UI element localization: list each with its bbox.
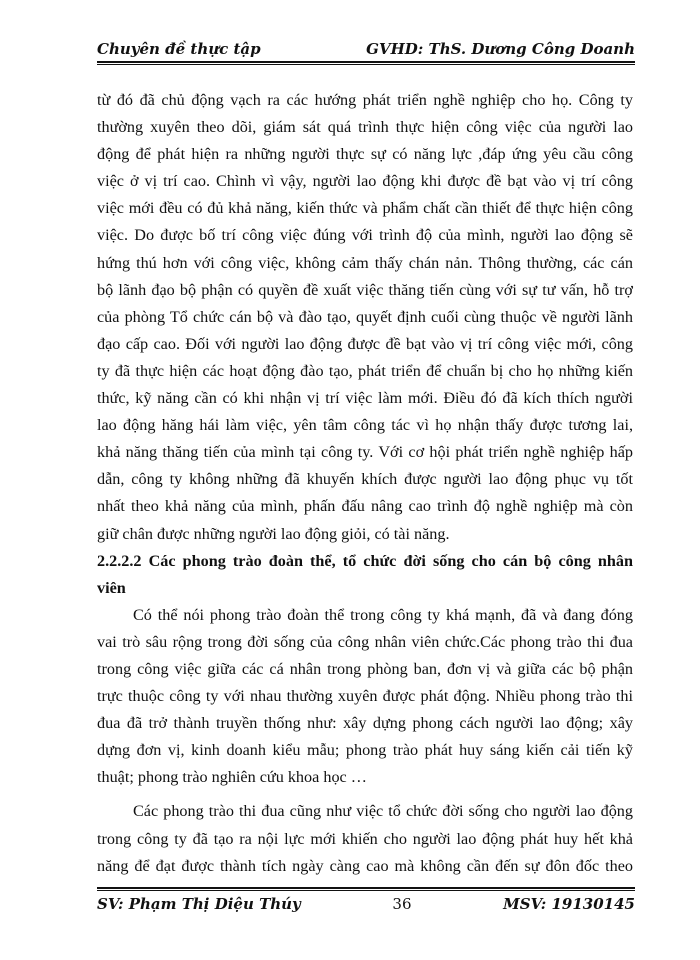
page-footer bbox=[97, 895, 635, 913]
text-line: từ đó đã chủ động vạch ra các hướng phát triển nghề nghiệp cho họ. Công ty bbox=[97, 91, 633, 109]
text-line: thuật; phong trào nghiên cứu khoa học … bbox=[97, 768, 367, 787]
section-heading bbox=[97, 548, 633, 602]
text-line: việc mới đều có đủ khả năng, kiến thức và phẩm chất cần thiết để thực hiện công bbox=[97, 199, 633, 218]
text-line: trong công việc giữa các cá nhân trong phòng ban, đơn vị và giữa các bộ phận bbox=[97, 659, 633, 678]
page-number: 36 bbox=[392, 895, 412, 913]
text-line: hứng thú hơn với công việc, không cảm thấy chán nản. Thông thường, các cán bbox=[97, 253, 633, 272]
text-line: Các phong trào thi đua cũng như việc tổ chức đời sống cho người lao động bbox=[133, 802, 633, 821]
header-rule bbox=[97, 61, 635, 65]
text-line: trực thuộc công ty với nhau thường xuyên được phát động. Nhiều phong trào thi bbox=[97, 687, 633, 706]
text-line: 2.2.2.2 Các phong trào đoàn thể, tổ chức đời sống cho cán bộ công nhân bbox=[97, 551, 633, 570]
text-line: việc ở vị trí cao. Chình vì vậy, người lao động khi được đề bạt vào vị trí công bbox=[97, 172, 633, 191]
document-body bbox=[97, 87, 633, 880]
text-line: thức, kỹ năng cần có khi nhận vị trí việc làm mới. Điều đó đã kích thích người bbox=[97, 389, 633, 408]
text-line: động để phát hiện ra những người thực sự có năng lực ,đáp ứng yêu cầu công bbox=[97, 145, 633, 164]
paragraph-2 bbox=[97, 602, 633, 792]
text-line: ty đã thực hiện các hoạt động đào tạo, phát triển để chuẩn bị cho họ những kiến bbox=[97, 361, 633, 380]
footer-student-id: MSV: 19130145 bbox=[503, 895, 635, 913]
text-line: bộ lãnh đạo bộ phận có quyền đề xuất việc thăng tiến cùng với sự tư vấn, hỗ trợ bbox=[97, 280, 633, 299]
text-line: đua đã trở thành truyền thống như: xây dựng phong cách người lao động; xây bbox=[97, 714, 633, 733]
text-line: đạo cấp cao. Đối với người lao động được đề bạt vào vị trí công việc mới, công bbox=[97, 334, 633, 353]
header-title: Chuyên đề thực tập bbox=[97, 40, 261, 58]
text-line: trong công ty đã tạo ra nội lực mới khiến cho người lao động phát huy hết khả bbox=[97, 829, 633, 848]
text-line: khả năng thăng tiến của mình tại công ty. Với cơ hội phát triển nghề nghiệp hấp bbox=[97, 443, 633, 462]
text-line: lao động hăng hái làm việc, yên tâm công tác vì họ nhận thấy được tương lai, bbox=[97, 416, 633, 435]
header-supervisor: GVHD: ThS. Dương Công Doanh bbox=[366, 40, 635, 58]
text-line: dựng đơn vị, kinh doanh kiểu mẫu; phong trào phát huy sáng kiến cải tiến kỹ bbox=[97, 741, 633, 760]
text-line: của phòng Tổ chức cán bộ và đào tạo, quyết định cuối cùng thuộc về người lãnh bbox=[97, 307, 633, 326]
text-line: vai trò sâu rộng trong đời sống của công nhân viên chức.Các phong trào thi đua bbox=[97, 632, 633, 651]
paragraph-3 bbox=[97, 798, 633, 879]
text-line: dẫn, công ty không những đã khuyến khích được người lao động phục vụ tốt bbox=[97, 470, 633, 489]
paragraph-1 bbox=[97, 87, 633, 548]
text-line: viên bbox=[97, 578, 126, 597]
text-line: nhất theo khả năng của mình, phấn đấu nâng cao trình độ nghề nghiệp mà còn bbox=[97, 497, 633, 516]
footer-rule bbox=[97, 887, 635, 891]
footer-student: SV: Phạm Thị Diệu Thúy bbox=[97, 895, 301, 913]
text-line: thường xuyên theo dõi, giám sát quá trình thực hiện công việc của người lao bbox=[97, 118, 633, 137]
text-line: năng để đạt được thành tích ngày càng cao mà không cần đến sự đôn đốc theo bbox=[97, 856, 633, 875]
text-line: giữ chân được những người lao động giỏi, có tài năng. bbox=[97, 524, 450, 543]
text-line: Có thể nói phong trào đoàn thể trong công ty khá mạnh, đã và đang đóng bbox=[133, 605, 633, 624]
page-header bbox=[97, 40, 635, 58]
text-line: việc. Do được bố trí công việc đúng với trình độ của mình, người lao động sẽ bbox=[97, 226, 633, 245]
